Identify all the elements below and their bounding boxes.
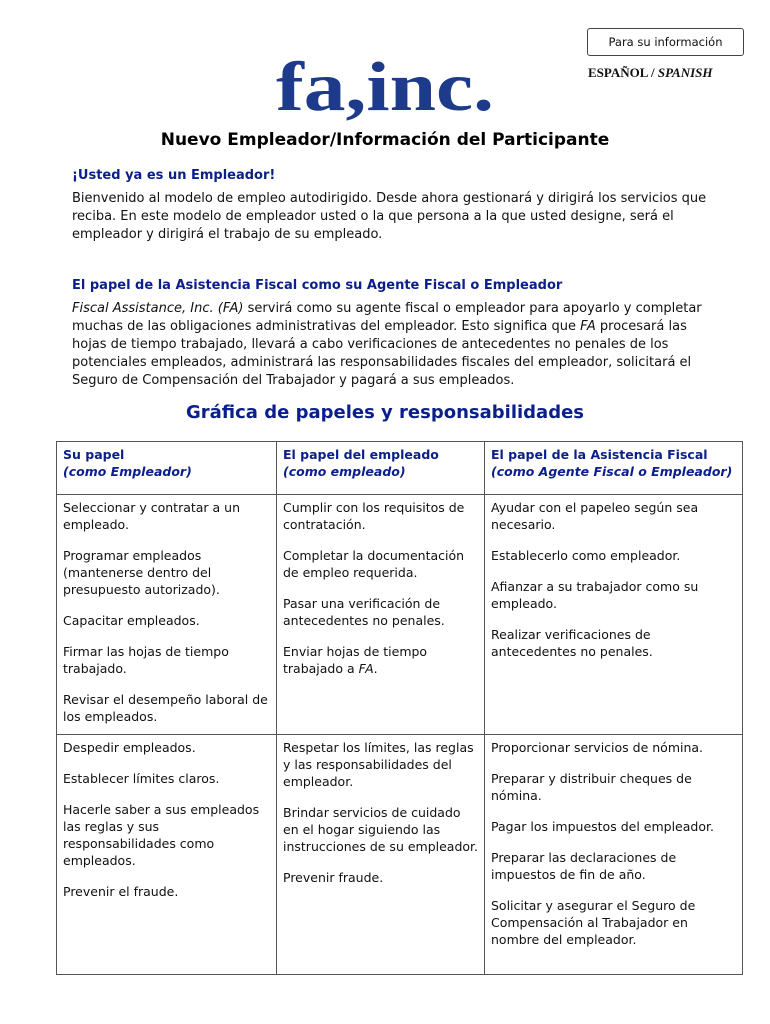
list-item: Programar empleados (mantenerse dentro del presupuesto autorizado). bbox=[63, 548, 220, 597]
header-title: Su papel bbox=[63, 447, 125, 462]
table-row bbox=[57, 735, 743, 975]
list-item: Proporcionar servicios de nómina. bbox=[491, 740, 704, 755]
header-title: El papel del empleado bbox=[283, 447, 439, 462]
list-item: Pagar los impuestos del empleador. bbox=[491, 819, 714, 834]
list-item: Hacerle saber a sus empleados las reglas y sus responsabilidades como empleados. bbox=[63, 802, 260, 868]
list-item: Prevenir el fraude. bbox=[63, 884, 179, 899]
section-body-employer: Bienvenido al modelo de empleo autodirigido. Desde ahora gestionará y dirigirá los servicios que reciba. En este modelo de empleador usted o la que persona a la que usted designe, será el empleador y dirigirá el trabajo de su empleado. bbox=[72, 191, 707, 242]
cell-employer-row2 bbox=[57, 735, 277, 975]
cell-fiscal-row2 bbox=[485, 735, 743, 975]
header-subtitle: (como Agente Fiscal o Empleador) bbox=[491, 464, 733, 479]
list-item: Enviar hojas de tiempo trabajado a FA. bbox=[283, 644, 428, 676]
list-item: Afianzar a su trabajador como su empleado. bbox=[491, 579, 699, 611]
list-item: Preparar las declaraciones de impuestos de fin de año. bbox=[491, 850, 677, 882]
list-item: Establecer límites claros. bbox=[63, 771, 220, 786]
header-title: El papel de la Asistencia Fiscal bbox=[491, 447, 708, 462]
list-item: Pasar una verificación de antecedentes no penales. bbox=[283, 596, 445, 628]
list-item: Completar la documentación de empleo requerida. bbox=[283, 548, 465, 580]
fa-body-b: procesará las hojas de tiempo trabajado, llevará a cabo verificaciones de antecedentes no penales de los potenciales empleados, administrará las responsabilidades fiscales del empleador, solicitará el Seguro de Compensación del Trabajador y pagará a sus empleados. bbox=[72, 319, 692, 388]
fa-lead-italic: Fiscal Assistance, Inc. (FA) bbox=[72, 301, 244, 316]
list-item: Seleccionar y contratar a un empleado. bbox=[63, 500, 241, 532]
cell-fiscal-row1 bbox=[485, 495, 743, 735]
cell-employee-row1 bbox=[277, 495, 485, 735]
list-item: Capacitar empleados. bbox=[63, 613, 200, 628]
section-heading-fiscal-agent: El papel de la Asistencia Fiscal como su Agente Fiscal o Empleador bbox=[72, 278, 563, 293]
list-item: Revisar el desempeño laboral de los empleados. bbox=[63, 692, 268, 724]
list-item: Realizar verificaciones de antecedentes no penales. bbox=[491, 627, 653, 659]
fa-body-a: servirá como su agente fiscal o empleador para apoyarlo y completar muchas de las obligaciones administrativas del empleador. Esto significa que bbox=[72, 301, 702, 334]
roles-table bbox=[56, 441, 743, 975]
list-item: Solicitar y asegurar el Seguro de Compensación al Trabajador en nombre del empleador. bbox=[491, 898, 696, 947]
roles-chart-title: Gráfica de papeles y responsabilidades bbox=[185, 402, 585, 423]
list-item: Establecerlo como empleador. bbox=[491, 548, 681, 563]
lang-spanish: ESPAÑOL / bbox=[588, 65, 655, 80]
header-fiscal-role bbox=[485, 442, 743, 495]
section-body-fiscal-agent bbox=[72, 300, 712, 390]
info-label-box: Para su información bbox=[587, 28, 744, 56]
table-header-row bbox=[57, 442, 743, 495]
cell-employer-row1 bbox=[57, 495, 277, 735]
list-item: Brindar servicios de cuidado en el hogar siguiendo las instrucciones de su empleador. bbox=[283, 805, 479, 854]
list-item: Firmar las hojas de tiempo trabajado. bbox=[63, 644, 229, 676]
fa-italic: FA bbox=[580, 319, 596, 334]
header-employee-role bbox=[277, 442, 485, 495]
list-item: Prevenir fraude. bbox=[283, 870, 384, 885]
list-item: Cumplir con los requisitos de contratación. bbox=[283, 500, 465, 532]
language-label bbox=[588, 65, 713, 81]
fa-inc-logo bbox=[276, 38, 498, 128]
fa-italic: FA bbox=[358, 661, 374, 676]
logo-text: fa,inc. bbox=[276, 49, 494, 126]
section-heading-employer: ¡Usted ya es un Empleador! bbox=[72, 168, 276, 183]
list-item: Respetar los límites, las reglas y las responsabilidades del empleador. bbox=[283, 740, 474, 789]
page-title: Nuevo Empleador/Información del Participante bbox=[160, 130, 610, 150]
header-employer-role bbox=[57, 442, 277, 495]
lang-english: SPANISH bbox=[657, 65, 713, 80]
list-item: Despedir empleados. bbox=[63, 740, 196, 755]
header-subtitle: (como empleado) bbox=[283, 464, 406, 479]
header-subtitle: (como Empleador) bbox=[63, 464, 192, 479]
list-item: Preparar y distribuir cheques de nómina. bbox=[491, 771, 692, 803]
table-row bbox=[57, 495, 743, 735]
cell-employee-row2 bbox=[277, 735, 485, 975]
list-item: Ayudar con el papeleo según sea necesario. bbox=[491, 500, 699, 532]
